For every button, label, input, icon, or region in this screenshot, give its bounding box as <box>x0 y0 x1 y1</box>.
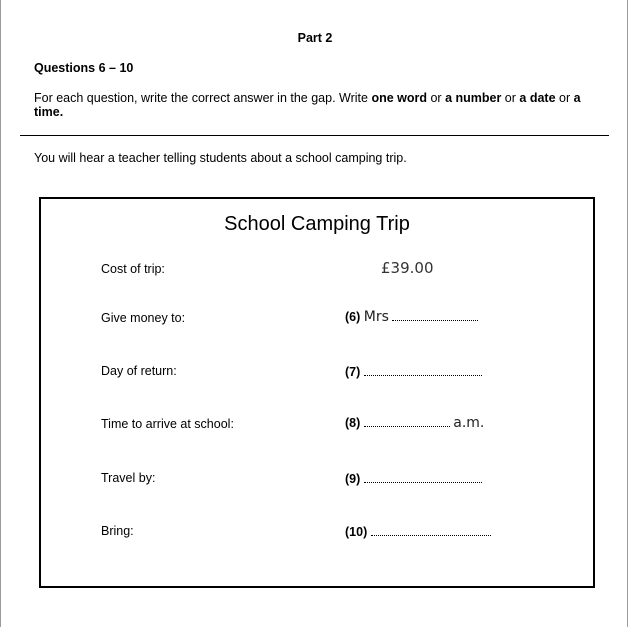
answer-6-blank[interactable] <box>392 309 478 321</box>
instructions <box>34 91 594 119</box>
context-text: You will hear a teacher telling students about a school camping trip. <box>34 151 407 165</box>
instructions-a-time: a time <box>34 91 581 119</box>
camping-trip-form <box>39 197 595 588</box>
instructions-text: For each question, write the correct answer in the gap. Write <box>34 91 372 105</box>
instructions-or: or <box>555 91 574 105</box>
answer-8 <box>345 415 484 431</box>
section-divider <box>20 135 609 136</box>
give-money-label: Give money to: <box>101 311 186 325</box>
instructions-a-number: a number <box>445 91 502 105</box>
answer-10 <box>345 524 491 539</box>
cost-value: £39.00 <box>381 259 434 277</box>
question-number-7: (7) <box>345 365 361 379</box>
part-title: Part 2 <box>297 31 333 45</box>
answer-7 <box>345 364 482 379</box>
answer-7-blank[interactable] <box>364 364 482 376</box>
question-number-8: (8) <box>345 416 361 430</box>
instructions-or: or <box>427 91 446 105</box>
arrival-time-label: Time to arrive at school: <box>101 417 234 431</box>
answer-9 <box>345 471 482 486</box>
instructions-or: or <box>501 91 520 105</box>
answer-10-blank[interactable] <box>371 524 491 536</box>
cost-label: Cost of trip: <box>101 262 165 276</box>
answer-6-prefix: Mrs <box>363 309 389 325</box>
instructions-period: . <box>59 105 64 119</box>
answer-8-suffix: a.m. <box>453 415 485 431</box>
answer-8-blank[interactable] <box>364 415 450 427</box>
answer-9-blank[interactable] <box>364 471 482 483</box>
question-number-6: (6) <box>345 310 361 324</box>
question-number-9: (9) <box>345 472 361 486</box>
instructions-one-word: one word <box>371 91 427 105</box>
form-title: School Camping Trip <box>224 213 410 235</box>
day-of-return-label: Day of return: <box>101 364 177 378</box>
question-number-10: (10) <box>345 525 368 539</box>
bring-label: Bring: <box>101 524 134 538</box>
travel-by-label: Travel by: <box>101 471 156 485</box>
instructions-a-date: a date <box>519 91 556 105</box>
questions-heading: Questions 6 – 10 <box>34 61 134 75</box>
answer-6 <box>345 309 478 325</box>
